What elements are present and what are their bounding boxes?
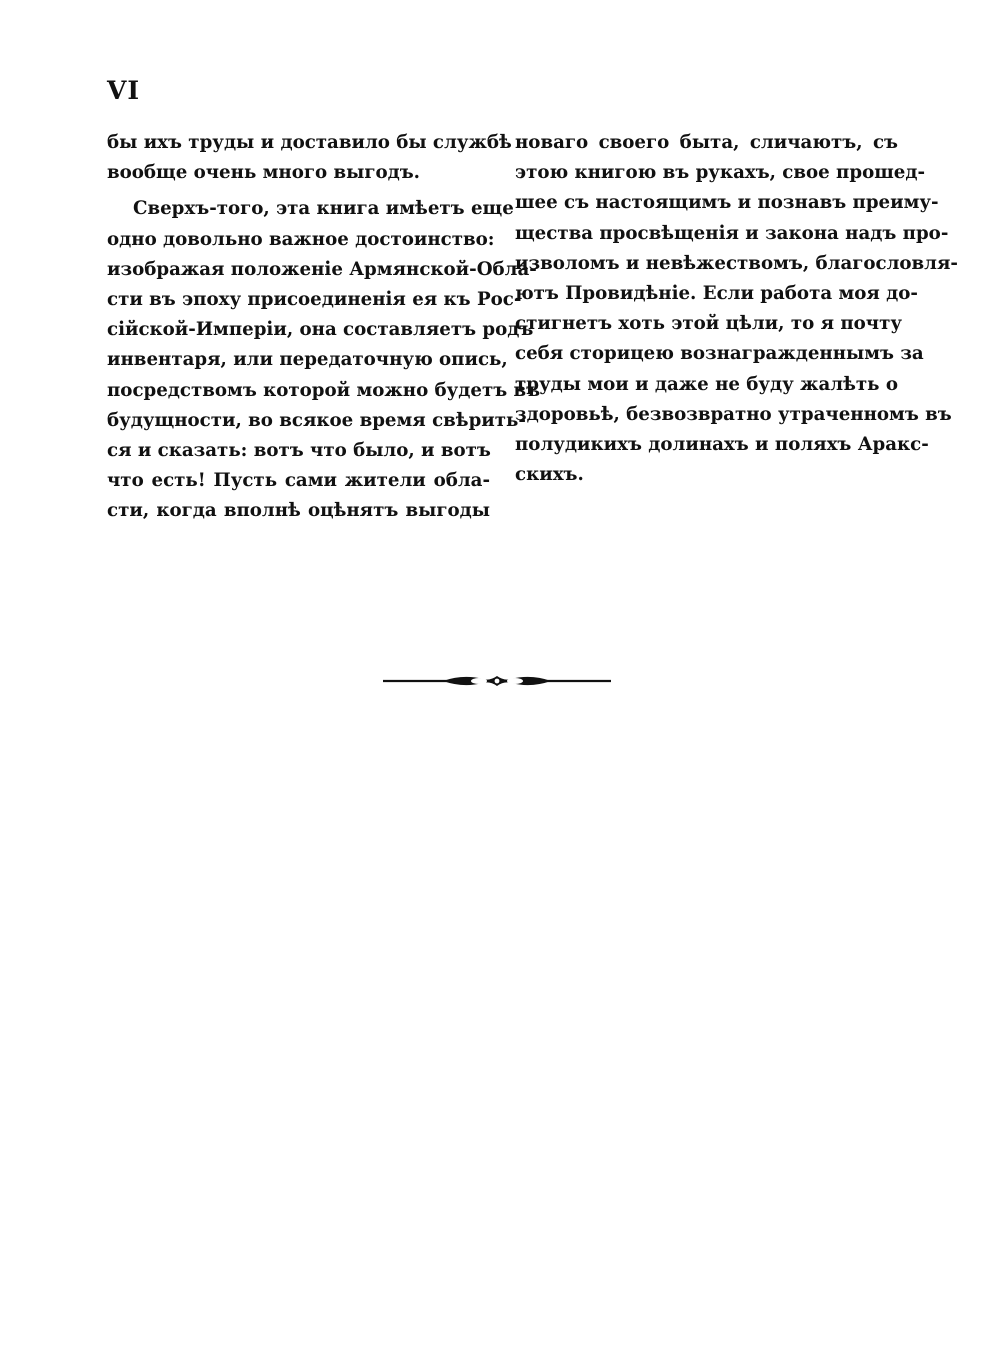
text-line: шее съ настоящимъ и познавъ преиму- <box>515 192 939 214</box>
text-line: что есть! Пусть сами жители обла- <box>107 470 490 492</box>
text-line: сійской-Имперіи, она составляетъ родъ <box>107 319 534 341</box>
text-line: ютъ Провидѣніе. Если работа моя до- <box>515 282 918 304</box>
ornamental-rule-icon <box>383 672 611 690</box>
text-line: бы ихъ труды и доставило бы службѣ <box>107 132 512 153</box>
text-line: сти, когда вполнѣ оцѣнятъ выгоды <box>107 500 490 522</box>
text-line: ся и сказать: вотъ что было, и вотъ <box>107 439 491 461</box>
text-line: одно довольно важное достоинство: <box>107 228 495 250</box>
text-line: скихъ. <box>515 464 584 486</box>
right-column <box>515 128 958 490</box>
text-line: себя сторицею вознагражденнымъ за <box>515 343 924 365</box>
text-line: новаго своего быта, сличаютъ, съ <box>515 132 898 153</box>
text-line: инвентаря, или передаточную опись, <box>107 349 508 371</box>
text-line: стигнетъ хоть этой цѣли, то я почту <box>515 313 902 335</box>
text-line: Сверхъ-того, эта книга имѣетъ еще <box>133 198 514 220</box>
text-line: изволомъ и невѣжествомъ, благословля- <box>515 252 958 274</box>
text-line: щества просвѣщенія и закона надъ про- <box>515 222 949 244</box>
text-line: здоровьѣ, безвозвратно утраченномъ въ <box>515 403 952 425</box>
text-line: труды мои и даже не буду жалѣть о <box>515 373 898 395</box>
text-line: этою книгою въ рукахъ, свое прошед- <box>515 162 926 184</box>
text-line: полудикихъ долинахъ и поляхъ Аракс- <box>515 433 929 455</box>
text-line: вообще очень много выгодъ. <box>107 162 421 184</box>
left-column <box>107 128 541 526</box>
text-line: посредствомъ которой можно будетъ въ <box>107 379 541 401</box>
text-line: будущности, во всякое время свѣрить- <box>107 409 526 431</box>
text-line: сти въ эпоху присоединенія ея къ Рос- <box>107 288 522 310</box>
text-line: изображая положеніе Армянской-Обла- <box>107 258 537 280</box>
page-number: VI <box>107 76 141 105</box>
